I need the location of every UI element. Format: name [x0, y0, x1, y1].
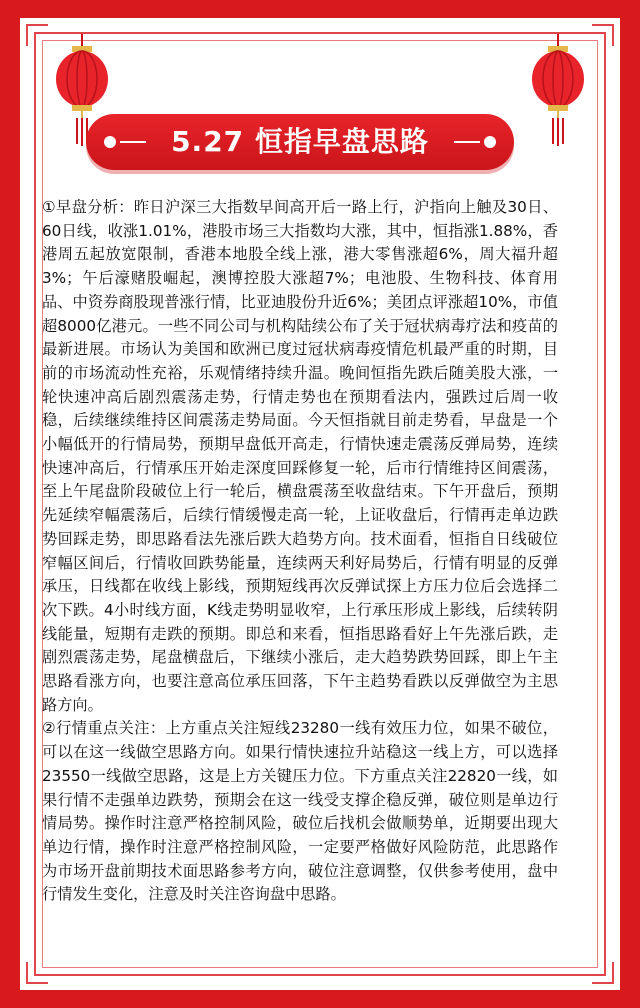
lantern-icon	[528, 34, 588, 146]
paragraph-key-levels: ②行情重点关注：上方重点关注短线23280一线有效压力位，如果不破位，可以在这一线做空思路方向。如果行情快速拉升站稳这一线上方，可以选择23550一线做空思路，这是上方关键压力位。下方重点关注22820一线，如果行情不走强单边跌势，预期会在这一线受支撑企稳反弹，破位则是单边行情局势。操作时注意严格控制风险，破位后找机会做顺势单，近期要出现大单边行情，操作时注意严格控制风险，一定要严格做好风险防范，此思路作为市场开盘前期技术面思路参考方向，破位注意调整，仅供参考使用，盘中行情发生变化，注意及时关注咨询盘中思路。	[42, 719, 558, 904]
title-banner	[86, 114, 514, 170]
corner-ornament	[592, 24, 614, 46]
corner-ornament	[592, 962, 614, 984]
paragraph-analysis: ①早盘分析：昨日沪深三大指数早间高开后一路上行，沪指向上触及30日、60日线，收涨1.01%，港股市场三大指数均大涨，其中，恒指涨1.88%，香港周五起放宽限制，香港本地股全线上涨，港大零售涨超6%，周大福升超3%；午后濠赌股崛起，澳博控股大涨超7%；电池股、生物科技、体育用品、中资券商股现普涨行情，比亚迪股份升近6%；美团点评涨超10%，市值超8000亿港元。一些不同公司与机构陆续公布了关于冠状病毒疗法和疫苗的最新进展。市场认为美国和欧洲已度过冠状病毒疫情危机最严重的时期，目前的市场流动性充裕，乐观情绪持续升温。晚间恒指先跌后随美股大涨，一轮快速冲高后剧烈震荡走势，行情走势也在预期看法内，强跌过后周一收稳，后续继续维持区间震荡走势局面。今天恒指就目前走势看，早盘是一个小幅低开的行情局势，预期早盘低开高走，行情快速走震荡反弹局势，连续快速冲高后，行情承压开始走深度回踩修复一轮，后市行情维持区间震荡，至上午尾盘阶段破位上行一轮后，横盘震荡至收盘结束。下午开盘后，预期先延续窄幅震荡后，后续行情缓慢走高一轮，上证收盘后，行情再走单边跌势回踩走势，即思路看法先涨后跌大趋势方向。技术面看，恒指自日线破位窄幅区间后，行情收回跌势能量，连续两天利好局势后，行情有明显的反弹承压，日线都在收线上影线，预期短线再次反弹试探上方压力位后会选择二次下跌。4小时线方面，K线走势明显收窄，上行承压形成上影线，后续转阴线能量，短期有走跌的预期。即总和来看，恒指思路看好上午先涨后跌，走剧烈震荡走势，尾盘横盘后，下继续小涨后，走大趋势跌势回踩，即上午主思路看涨方向，也要注意高位承压回落，下午主趋势看跌以反弹做空为主思路方向。	[42, 198, 558, 714]
decorative-dot	[484, 136, 496, 148]
article-body	[42, 196, 558, 907]
decorative-line	[454, 141, 480, 143]
page-title: 5.27 恒指早盘思路	[171, 125, 429, 158]
corner-ornament	[26, 962, 48, 984]
corner-ornament	[26, 24, 48, 46]
